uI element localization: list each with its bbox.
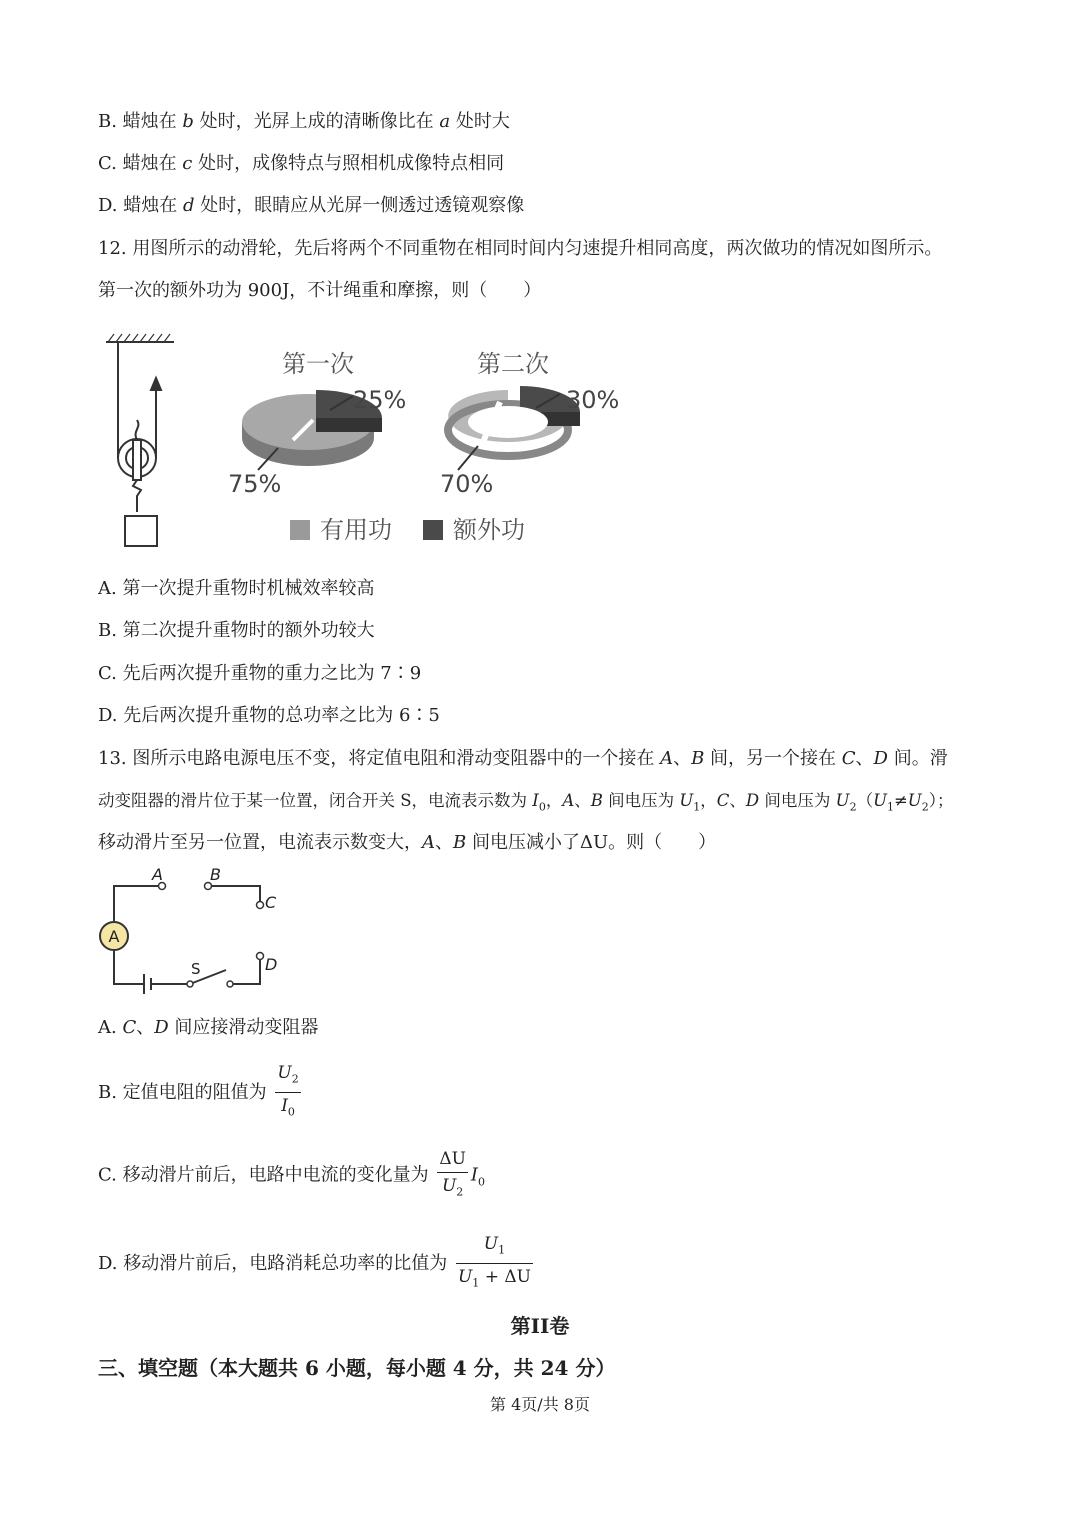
q12-option-c: C. 先后两次提升重物的重力之比为 7∶9 <box>98 663 422 684</box>
q11-option-b: B. 蜡烛在 b 处时，光屏上成的清晰像比在 a 处时大 <box>98 111 510 132</box>
q13-circuit <box>98 866 298 1006</box>
fraction-power-ratio: $\frac{U_1}{U_1 + \Delta U}$ <box>456 1231 533 1297</box>
q13-option-a: A. C、D 间应接滑动变阻器 <box>98 1017 319 1038</box>
q13-option-c: C. 移动滑片前后，电路中电流的变化量为 $\frac{\Delta U}{U_2}$ $I_0$ <box>98 1146 485 1210</box>
ammeter-label: A <box>108 927 120 946</box>
fraction-u2-over-i0: $\frac{U_2}{I_0}$ <box>275 1060 300 1126</box>
q12-option-b: B. 第二次提升重物时的额外功较大 <box>98 620 375 641</box>
legend-extra-label: 额外功 <box>453 516 525 544</box>
terminal-c <box>257 902 264 909</box>
section-title: 第II卷 <box>510 1314 570 1338</box>
page-footer: 第 4页/共 8页 <box>490 1395 590 1414</box>
fill-in-heading: 三、填空题（本大题共 6 小题，每小题 4 分，共 24 分） <box>98 1356 616 1380</box>
label-b: B <box>210 866 221 884</box>
q12-stem-line1: 12. 用图所示的动滑轮，先后将两个不同重物在相同时间内匀速提升相同高度，两次做功的情况如图所示。 <box>98 238 943 259</box>
q12-figure <box>98 330 638 555</box>
chart2 <box>448 386 580 456</box>
legend-useful-swatch <box>290 520 310 540</box>
q13-option-d: D. 移动滑片前后，电路消耗总功率的比值为 $\frac{U_1}{U_1 + \Delta U}$ <box>98 1231 536 1297</box>
pulley-diagram <box>106 334 174 546</box>
chart2-useful-label: 70% <box>440 470 494 498</box>
legend-useful-label: 有用功 <box>320 516 392 544</box>
q13-option-b: B. 定值电阻的阻值为 $\frac{U_2}{I_0}$ <box>98 1060 304 1126</box>
q13-stem-line1: 13. 图所示电路电源电压不变，将定值电阻和滑动变阻器中的一个接在 A、B 间，另一个接在 C、D 间。滑 <box>98 748 948 769</box>
q13-stem-line2: 动变阻器的滑片位于某一位置，闭合开关 S，电流表示数为 $I_0$，A、B 间电压为 $U_1$，C、D 间电压为 $U_2(U_1\ne U_2)$； <box>98 791 954 814</box>
chart1-useful-label: 75% <box>228 470 282 498</box>
chart1-title: 第一次 <box>282 350 354 378</box>
legend-extra-swatch <box>423 520 443 540</box>
q12-option-d: D. 先后两次提升重物的总功率之比为 6∶5 <box>98 705 440 726</box>
fraction-du-over-u2: $\frac{\Delta U}{U_2}$ <box>437 1146 468 1205</box>
q11-option-c: C. 蜡烛在 c 处时，成像特点与照相机成像特点相同 <box>98 153 505 174</box>
chart2-extra-label: 30% <box>566 386 620 414</box>
chart2-title: 第二次 <box>477 350 549 378</box>
chart1-extra-label: 25% <box>353 386 407 414</box>
label-d: D <box>265 955 278 974</box>
label-s: S <box>191 960 201 978</box>
label-a: A <box>152 866 163 884</box>
q13-stem-line3: 移动滑片至另一位置，电流表示数变大，A、B 间电压减小了ΔU。则（ ） <box>98 832 717 853</box>
q12-stem-line2: 第一次的额外功为 900J，不计绳重和摩擦，则（ ） <box>98 280 542 301</box>
label-c: C <box>265 893 277 912</box>
q11-option-d: D. 蜡烛在 d 处时，眼睛应从光屏一侧透过透镜观察像 <box>98 195 525 216</box>
q12-option-a: A. 第一次提升重物时机械效率较高 <box>98 578 375 599</box>
terminal-d <box>257 953 264 960</box>
